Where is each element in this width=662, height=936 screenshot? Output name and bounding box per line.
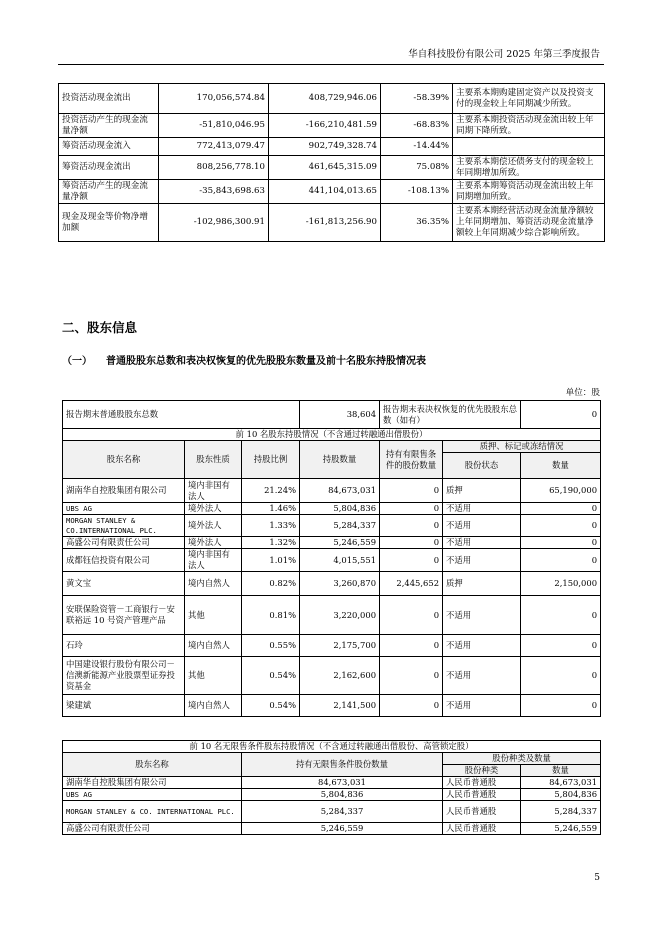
cashflow-previous: 461,645,315.09 xyxy=(269,156,381,180)
unrestricted-type: 人民币普通股 xyxy=(443,777,521,789)
shareholder-pledge-status: 不适用 xyxy=(443,596,521,635)
shareholder-pledge-quantity: 0 xyxy=(521,549,601,572)
shareholder-quantity: 2,162,600 xyxy=(300,657,380,695)
shareholder-pledge-status: 质押 xyxy=(443,479,521,503)
shareholder-ratio: 1.46% xyxy=(242,503,300,515)
unrestricted-quantity: 5,284,337 xyxy=(242,801,443,823)
shareholder-row xyxy=(63,479,601,503)
shareholder-restricted: 0 xyxy=(380,596,443,635)
shareholder-pledge-quantity: 0 xyxy=(521,503,601,515)
top10-caption-row xyxy=(63,429,601,441)
shareholder-pledge-status: 不适用 xyxy=(443,549,521,572)
shareholder-pledge-quantity: 0 xyxy=(521,596,601,635)
unrestricted-type-quantity: 5,246,559 xyxy=(521,823,601,835)
free-caption: 前 10 名无限售条件股东持股情况（不含通过转融通出借股份、高管锁定股） xyxy=(63,741,601,753)
shareholder-nature: 境外法人 xyxy=(185,515,242,537)
unrestricted-name: 高盛公司有限责任公司 xyxy=(63,823,242,835)
unrestricted-quantity: 84,673,031 xyxy=(242,777,443,789)
cashflow-item: 筹资活动现金流入 xyxy=(59,138,159,156)
shareholder-ratio: 21.24% xyxy=(242,479,300,503)
cashflow-current: -51,810,046.95 xyxy=(159,114,269,138)
shareholder-restricted: 0 xyxy=(380,695,443,717)
cashflow-change: 36.35% xyxy=(381,204,453,242)
shareholder-quantity: 84,673,031 xyxy=(300,479,380,503)
unrestricted-quantity: 5,246,559 xyxy=(242,823,443,835)
preferred-holders-label: 报告期末表决权恢复的优先股股东总数（如有） xyxy=(380,401,521,429)
cashflow-row xyxy=(59,114,605,138)
header-rule xyxy=(58,64,604,65)
shareholder-pledge-status: 质押 xyxy=(443,572,521,596)
free-header-row-1 xyxy=(63,753,601,765)
cashflow-change: -58.39% xyxy=(381,84,453,114)
cashflow-change: 75.08% xyxy=(381,156,453,180)
shareholder-row xyxy=(63,537,601,549)
shareholder-restricted: 2,445,652 xyxy=(380,572,443,596)
col-header-pledge-group: 质押、标记或冻结情况 xyxy=(443,441,601,453)
top10-shareholders-table xyxy=(62,400,601,717)
shareholder-name: MORGAN STANLEY & CO.INTERNATIONAL PLC. xyxy=(63,515,185,537)
common-holders-label: 报告期末普通股股东总数 xyxy=(63,401,300,429)
col-header-ratio: 持股比例 xyxy=(242,441,300,479)
totals-row xyxy=(63,401,601,429)
unrestricted-row xyxy=(63,801,601,823)
unrestricted-name: UBS AG xyxy=(63,789,242,801)
shareholder-quantity: 5,804,836 xyxy=(300,503,380,515)
shareholder-pledge-quantity: 0 xyxy=(521,635,601,657)
unrestricted-row xyxy=(63,823,601,835)
shareholder-name: 黄文宝 xyxy=(63,572,185,596)
unrestricted-type: 人民币普通股 xyxy=(443,789,521,801)
col-header-pledge-quantity: 数量 xyxy=(521,453,601,479)
shareholder-row xyxy=(63,596,601,635)
subsection-number: （一） xyxy=(62,356,92,367)
cashflow-previous: 902,749,328.74 xyxy=(269,138,381,156)
shareholder-pledge-quantity: 0 xyxy=(521,515,601,537)
shareholder-quantity: 2,141,500 xyxy=(300,695,380,717)
shareholder-ratio: 0.54% xyxy=(242,657,300,695)
cashflow-previous: -166,210,481.59 xyxy=(269,114,381,138)
cashflow-row xyxy=(59,204,605,242)
shareholder-pledge-quantity: 0 xyxy=(521,657,601,695)
subsection-title xyxy=(62,352,426,367)
unrestricted-row xyxy=(63,777,601,789)
cashflow-item: 筹资活动产生的现金流量净额 xyxy=(59,180,159,204)
shareholder-nature: 境外法人 xyxy=(185,537,242,549)
shareholder-name: 湖南华自控股集团有限公司 xyxy=(63,479,185,503)
shareholder-quantity: 3,260,870 xyxy=(300,572,380,596)
shareholder-nature: 境内自然人 xyxy=(185,695,242,717)
shareholder-quantity: 3,220,000 xyxy=(300,596,380,635)
shareholder-nature: 其他 xyxy=(185,596,242,635)
free-col-header-quantity: 持有无限售条件股份数量 xyxy=(242,753,443,777)
col-header-pledge-status: 股份状态 xyxy=(443,453,521,479)
page-number: 5 xyxy=(594,873,600,883)
shareholder-ratio: 1.32% xyxy=(242,537,300,549)
page-header-title: 华自科技股份有限公司 2025 年第三季度报告 xyxy=(408,49,600,60)
unrestricted-type-quantity: 5,804,836 xyxy=(521,789,601,801)
cashflow-reason: 主要系本期筹资活动现金流出较上年同期增加所致。 xyxy=(453,180,605,204)
shareholder-quantity: 4,015,551 xyxy=(300,549,380,572)
shareholder-nature: 境内自然人 xyxy=(185,635,242,657)
cashflow-previous: -161,813,256.90 xyxy=(269,204,381,242)
cashflow-change: -108.13% xyxy=(381,180,453,204)
shareholder-ratio: 0.54% xyxy=(242,695,300,717)
top10-unrestricted-table xyxy=(62,740,601,835)
cashflow-reason: 主要系本期偿还债务支付的现金较上年同期增加所致。 xyxy=(453,156,605,180)
cashflow-previous: 441,104,013.65 xyxy=(269,180,381,204)
shareholder-pledge-quantity: 0 xyxy=(521,537,601,549)
shareholder-restricted: 0 xyxy=(380,515,443,537)
shareholder-row xyxy=(63,572,601,596)
shareholder-row xyxy=(63,503,601,515)
shareholder-restricted: 0 xyxy=(380,635,443,657)
shareholder-row xyxy=(63,635,601,657)
free-col-header-name: 股东名称 xyxy=(63,753,242,777)
col-header-restricted: 持有有限售条件的股份数量 xyxy=(380,441,443,479)
shareholder-pledge-quantity: 0 xyxy=(521,695,601,717)
cashflow-reason: 主要系本期购建固定资产以及投资支付的现金较上年同期减少所致。 xyxy=(453,84,605,114)
unrestricted-name: 湖南华自控股集团有限公司 xyxy=(63,777,242,789)
shareholder-name: UBS AG xyxy=(63,503,185,515)
cashflow-previous: 408,729,946.06 xyxy=(269,84,381,114)
shareholder-name: 高盛公司有限责任公司 xyxy=(63,537,185,549)
cashflow-current: -35,843,698.63 xyxy=(159,180,269,204)
cashflow-row xyxy=(59,180,605,204)
shareholder-pledge-quantity: 65,190,000 xyxy=(521,479,601,503)
shareholder-ratio: 0.81% xyxy=(242,596,300,635)
cashflow-row xyxy=(59,138,605,156)
unrestricted-type: 人民币普通股 xyxy=(443,823,521,835)
shareholder-quantity: 2,175,700 xyxy=(300,635,380,657)
cashflow-table xyxy=(58,83,605,242)
cashflow-item: 现金及现金等价物净增加额 xyxy=(59,204,159,242)
unrestricted-type: 人民币普通股 xyxy=(443,801,521,823)
shareholder-quantity: 5,246,559 xyxy=(300,537,380,549)
unit-label: 单位：股 xyxy=(565,388,600,398)
free-col-header-type-quantity: 数量 xyxy=(521,765,601,777)
cashflow-row xyxy=(59,84,605,114)
common-holders-value: 38,604 xyxy=(300,401,380,429)
unrestricted-quantity: 5,804,836 xyxy=(242,789,443,801)
col-header-nature: 股东性质 xyxy=(185,441,242,479)
free-col-header-type-group: 股份种类及数量 xyxy=(443,753,601,765)
subsection-text: 普通股股东总数和表决权恢复的优先股股东数量及前十名股东持股情况表 xyxy=(106,356,426,367)
shareholder-restricted: 0 xyxy=(380,549,443,572)
cashflow-current: 772,413,079.47 xyxy=(159,138,269,156)
cashflow-change: -14.44% xyxy=(381,138,453,156)
shareholder-name: 中国建设银行股份有限公司－信澳新能源产业股票型证券投资基金 xyxy=(63,657,185,695)
col-header-name: 股东名称 xyxy=(63,441,185,479)
free-col-header-type: 股份种类 xyxy=(443,765,521,777)
shareholder-pledge-status: 不适用 xyxy=(443,635,521,657)
shareholder-row xyxy=(63,695,601,717)
unrestricted-type-quantity: 5,284,337 xyxy=(521,801,601,823)
shareholder-name: 石玲 xyxy=(63,635,185,657)
shareholder-name: 梁建斌 xyxy=(63,695,185,717)
shareholder-row xyxy=(63,549,601,572)
cashflow-item: 投资活动现金流出 xyxy=(59,84,159,114)
shareholder-pledge-status: 不适用 xyxy=(443,695,521,717)
unrestricted-type-quantity: 84,673,031 xyxy=(521,777,601,789)
shareholder-pledge-status: 不适用 xyxy=(443,515,521,537)
shareholder-row xyxy=(63,657,601,695)
shareholder-pledge-status: 不适用 xyxy=(443,657,521,695)
cashflow-current: -102,986,300.91 xyxy=(159,204,269,242)
shareholder-pledge-quantity: 2,150,000 xyxy=(521,572,601,596)
shareholder-restricted: 0 xyxy=(380,503,443,515)
shareholder-pledge-status: 不适用 xyxy=(443,537,521,549)
unrestricted-name: MORGAN STANLEY & CO. INTERNATIONAL PLC. xyxy=(63,801,242,823)
cashflow-row xyxy=(59,156,605,180)
cashflow-current: 808,256,778.10 xyxy=(159,156,269,180)
cashflow-change: -68.83% xyxy=(381,114,453,138)
shareholder-restricted: 0 xyxy=(380,537,443,549)
cashflow-reason: 主要系本期经营活动现金流量净额较上年同期增加、筹资活动现金流量净额较上年同期减少综合影响所致。 xyxy=(453,204,605,242)
cashflow-reason: 主要系本期投资活动现金流出较上年同期下降所致。 xyxy=(453,114,605,138)
shareholder-row xyxy=(63,515,601,537)
shareholder-restricted: 0 xyxy=(380,657,443,695)
section-title: 二、股东信息 xyxy=(62,320,138,335)
shareholder-ratio: 1.33% xyxy=(242,515,300,537)
cashflow-item: 投资活动产生的现金流量净额 xyxy=(59,114,159,138)
shareholder-name: 安联保险资管－工商银行－安联裕远 10 号资产管理产品 xyxy=(63,596,185,635)
cashflow-item: 筹资活动现金流出 xyxy=(59,156,159,180)
shareholder-nature: 境外法人 xyxy=(185,503,242,515)
shareholder-ratio: 0.55% xyxy=(242,635,300,657)
shareholder-name: 成都钰信投资有限公司 xyxy=(63,549,185,572)
cashflow-current: 170,056,574.84 xyxy=(159,84,269,114)
preferred-holders-value: 0 xyxy=(521,401,601,429)
shareholder-nature: 境内非国有法人 xyxy=(185,549,242,572)
col-header-quantity: 持股数量 xyxy=(300,441,380,479)
shareholder-ratio: 1.01% xyxy=(242,549,300,572)
shareholder-nature: 其他 xyxy=(185,657,242,695)
shareholder-nature: 境内自然人 xyxy=(185,572,242,596)
unrestricted-row xyxy=(63,789,601,801)
top10-header-row-1 xyxy=(63,441,601,453)
free-caption-row xyxy=(63,741,601,753)
top10-caption: 前 10 名股东持股情况（不含通过转融通出借股份） xyxy=(63,429,601,441)
shareholder-restricted: 0 xyxy=(380,479,443,503)
shareholder-nature: 境内非国有法人 xyxy=(185,479,242,503)
shareholder-ratio: 0.82% xyxy=(242,572,300,596)
cashflow-reason xyxy=(453,138,605,156)
shareholder-pledge-status: 不适用 xyxy=(443,503,521,515)
shareholder-quantity: 5,284,337 xyxy=(300,515,380,537)
